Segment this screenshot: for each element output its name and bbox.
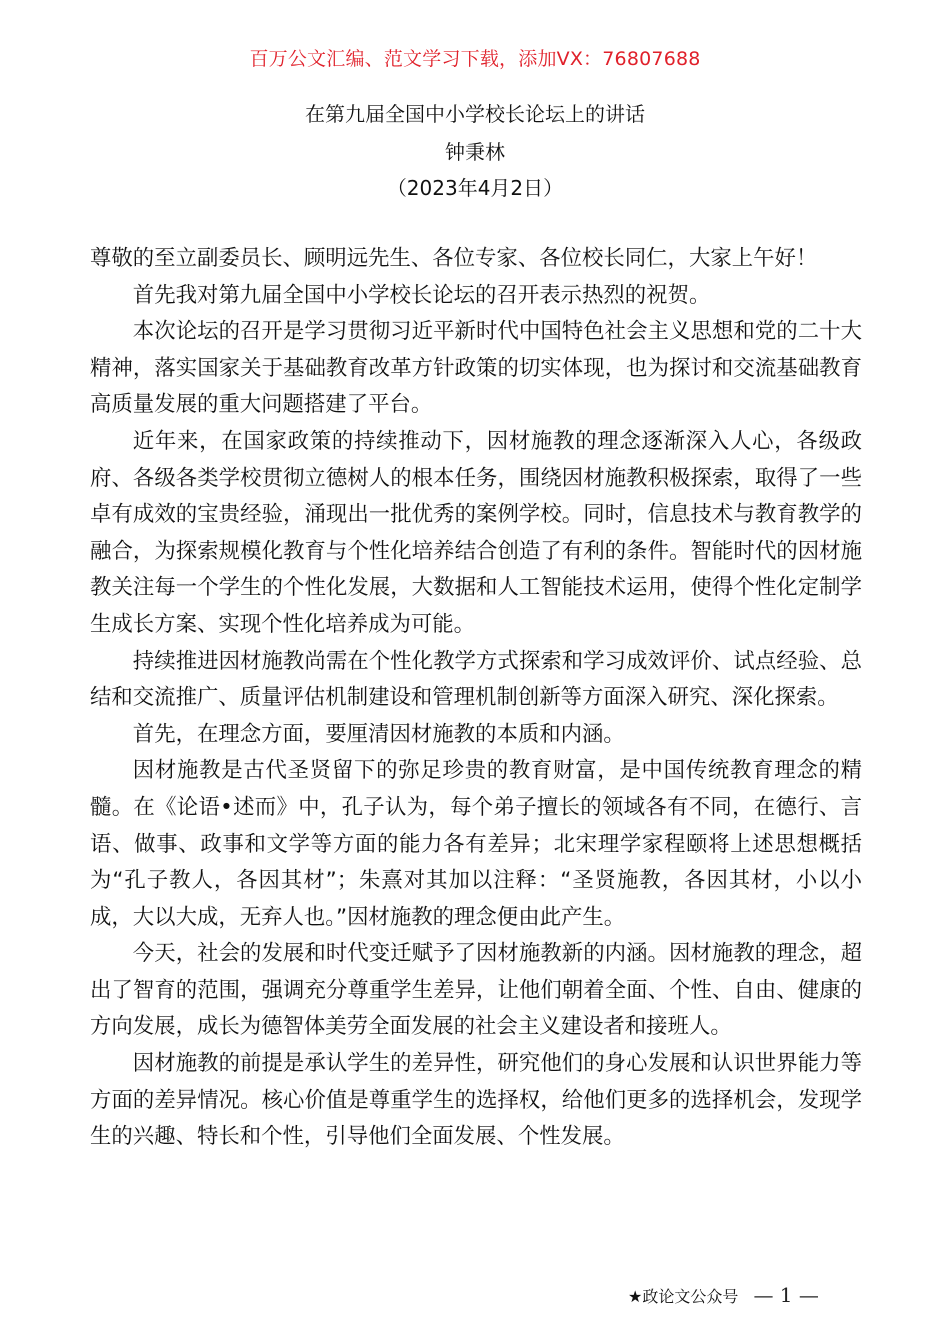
page-footer <box>628 1283 819 1307</box>
paragraph: 持续推进因材施教尚需在个性化教学方式探索和学习成效评价、试点经验、总结和交流推广、质量评估机制建设和管理机制创新等方面深入研究、深化探索。 <box>90 648 862 711</box>
paragraph: 因材施教是古代圣贤留下的弥足珍贵的教育财富，是中国传统教育理念的精髓。在《论语•述而》中，孔子认为，每个弟子擅长的领域各有不同，在德行、言语、做事、政事和文学等方面的能力各有差异；北宋理学家程颐将上述思想概括为“孔子教人，各因其材”；朱熹对其加以注释：“圣贤施教，各因其材，小以小成，大以大成，无弃人也。”因材施教的理念便由此产生。 <box>90 758 862 930</box>
document-author: 钟秉林 <box>445 140 505 164</box>
document-body <box>90 241 862 1156</box>
paragraph: 首先我对第九届全国中小学校长论坛的召开表示热烈的祝贺。 <box>132 282 711 308</box>
header-banner: 百万公文汇编、范文学习下载，添加VX：76807688 <box>249 48 701 70</box>
paragraph: 因材施教的前提是承认学生的差异性，研究他们的身心发展和认识世界能力等方面的差异情况。核心价值是尊重学生的选择权，给他们更多的选择机会，发现学生的兴趣、特长和个性，引导他们全面发展、个性发展。 <box>90 1051 862 1150</box>
document-date: （2023年4月2日） <box>386 176 564 200</box>
footer-source: ★政论文公众号 <box>628 1287 739 1306</box>
document-title: 在第九届全国中小学校长论坛上的讲话 <box>305 102 645 126</box>
paragraph: 本次论坛的召开是学习贯彻习近平新时代中国特色社会主义思想和党的二十大精神，落实国家关于基础教育改革方针政策的切实体现，也为探讨和交流基础教育高质量发展的重大问题搭建了平台。 <box>90 319 862 418</box>
paragraph: 首先，在理念方面，要厘清因材施教的本质和内涵。 <box>132 721 625 747</box>
paragraph: 今天，社会的发展和时代变迁赋予了因材施教新的内涵。因材施教的理念，超出了智育的范围，强调充分尊重学生差异，让他们朝着全面、个性、自由、健康的方向发展，成长为德智体美劳全面发展的社会主义建设者和接班人。 <box>90 941 862 1040</box>
page-number: — 1 — <box>753 1283 819 1307</box>
paragraph-salutation: 尊敬的至立副委员长、顾明远先生、各位专家、各位校长同仁，大家上午好！ <box>90 246 818 271</box>
paragraph: 近年来，在国家政策的持续推动下，因材施教的理念逐渐深入人心，各级政府、各级各类学校贯彻立德树人的根本任务，围绕因材施教积极探索，取得了一些卓有成效的宝贵经验，涌现出一批优秀的案例学校。同时，信息技术与教育教学的融合，为探索规模化教育与个性化培养结合创造了有利的条件。智能时代的因材施教关注每一个学生的个性化发展，大数据和人工智能技术运用，使得个性化定制学生成长方案、实现个性化培养成为可能。 <box>90 428 862 637</box>
